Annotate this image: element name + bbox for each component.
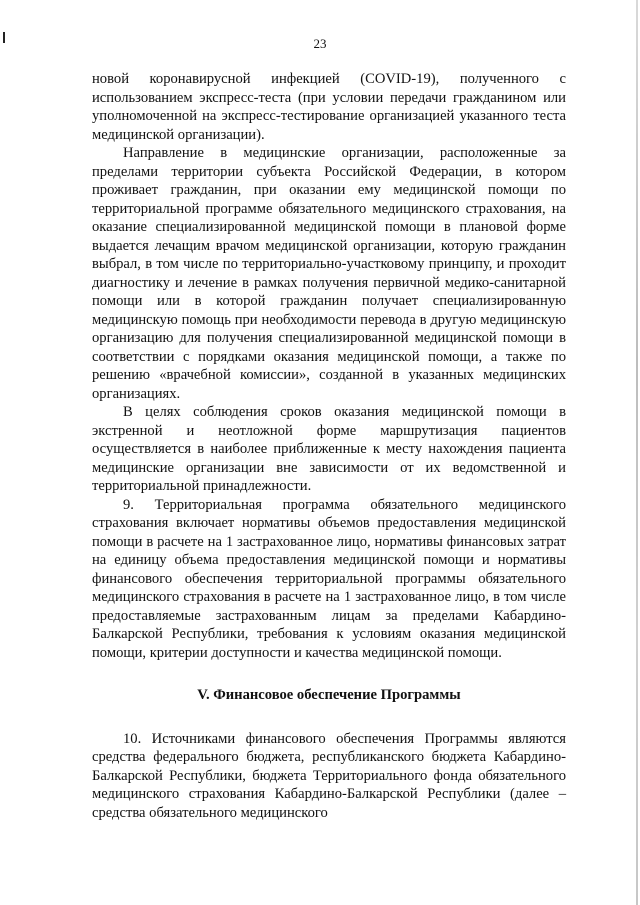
document-body bbox=[92, 70, 566, 822]
paragraph-item-10: 10. Источниками финансового обеспечения Программы являются средства федерального бюджета, республиканского бюджета Кабардино-Балкарской Республики, бюджета Территориального фонда обязательного медицинского страхования Кабардино-Балкарской Республики (далее – средства обязательного медицинского bbox=[92, 730, 566, 821]
paragraph-emergency-routing: В целях соблюдения сроков оказания медицинской помощи в экстренной и неотложной форме маршрутизация пациентов осуществляется в наиболее приближенные к месту нахождения пациента медицинские организации вне зависимости от их ведомственной и территориальной принадлежности. bbox=[92, 404, 566, 494]
section-heading: V. Финансовое обеспечение Программы bbox=[197, 687, 461, 703]
paragraph-item-9: 9. Территориальная программа обязательного медицинского страхования включает нормативы объемов предоставления медицинской помощи в расчете на 1 застрахованное лицо, нормативы финансовых затрат на единицу объема предоставления медицинской помощи и нормативы финансового обеспечения территориальной программы обязательного медицинского страхования в расчете на 1 застрахованное лицо, в том числе предоставляемые застрахованным лицам за пределами Кабардино-Балкарской Республики, требования к условиям оказания медицинской помощи, критерии доступности и качества медицинской помощи. bbox=[92, 496, 566, 661]
paragraph-covid-test: новой коронавирусной инфекцией (COVID-19), полученного с использованием экспресс-теста (при условии передачи гражданином или уполномоченной на экспресс-тестирование организацией указанного теста медицинской организации). bbox=[92, 71, 566, 143]
paragraph-referral: Направление в медицинские организации, расположенные за пределами территории субъекта Российской Федерации, в котором проживает гражданин, при оказании ему медицинской помощи по территориальной программе обязательного медицинского страхования, на оказание специализированной медицинской помощи в плановой форме выдается лечащим врачом медицинской организации, которую гражданин выбрал, в том числе по территориально-участковому принципу, и проходит диагностику и лечение в рамках получения первичной медико-санитарной помощи или в которой гражданин получает специализированную медицинскую помощь при необходимости перевода в другую медицинскую организацию для получения специализированной медицинской помощи в соответствии с порядками оказания медицинской помощи, а также по решению «врачебной комиссии», созданной в указанных медицинских организациях. bbox=[92, 145, 566, 402]
page-number: 23 bbox=[313, 36, 327, 51]
scan-edge-shadow bbox=[636, 0, 638, 905]
